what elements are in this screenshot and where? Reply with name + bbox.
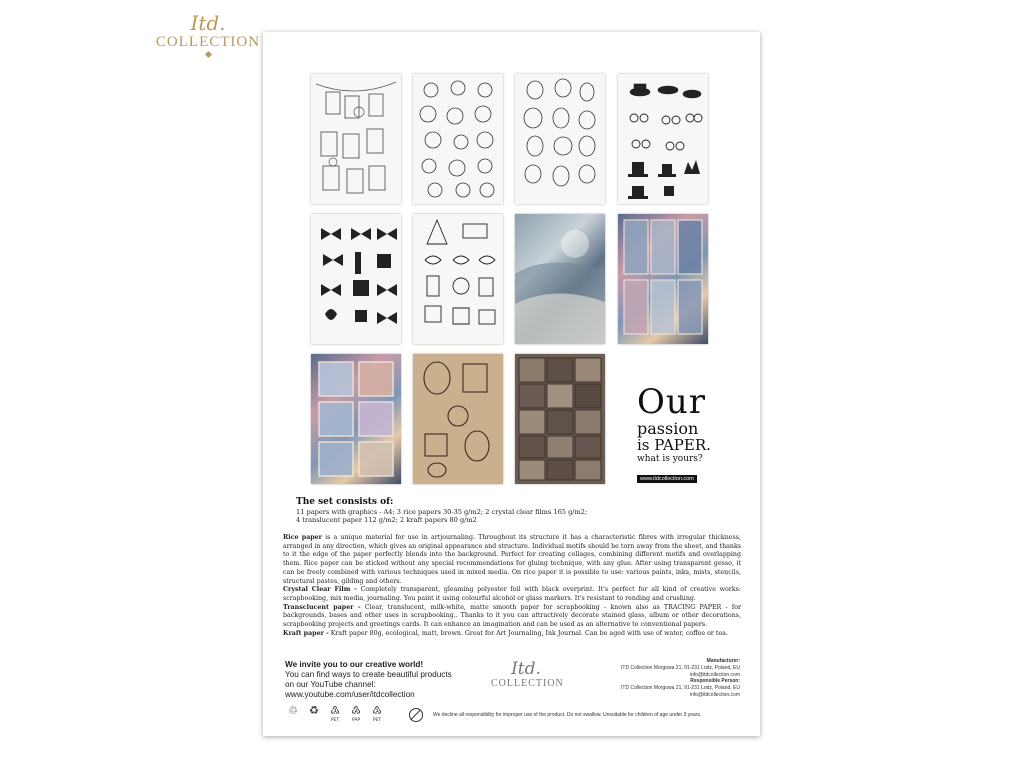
brand-logo-script: Itd. <box>190 11 226 35</box>
invite-line-1: You can find ways to create beautiful products <box>285 670 452 679</box>
responsible-address: ITD Collection Morgowa 21, 91-231 Lodz, Poland, EU <box>621 685 740 692</box>
do-not-swallow-icon <box>409 708 423 722</box>
tags-sketch-image <box>311 74 401 204</box>
website-badge: www.itdcollection.com <box>637 475 697 483</box>
brand-logo-small-script: Itd. <box>511 659 541 679</box>
thumb-vintage-objects-sketch <box>413 214 503 344</box>
bows-sketch-image <box>311 214 401 344</box>
thumb-tags-sketch <box>311 74 401 204</box>
invite-block <box>285 660 465 700</box>
set-contents <box>296 508 596 525</box>
thumb-farm-animals-sketch <box>515 74 605 204</box>
diamond-icon <box>204 51 211 58</box>
brand-logo-word: COLLECTION <box>155 34 261 50</box>
thumb-floral-panels <box>618 214 708 344</box>
hats-glasses-sketch-image <box>618 74 708 204</box>
responsible-email: info@itdcollection.com <box>689 691 740 698</box>
thumb-kraft-frames <box>413 354 503 484</box>
passion-slogan <box>637 384 737 484</box>
thumb-mosaic-tiles <box>515 354 605 484</box>
invite-heading: We invite you to our creative world! <box>285 660 424 669</box>
thumb-animals-sketch <box>413 74 503 204</box>
vintage-objects-sketch-image <box>413 214 503 344</box>
slogan-line-4: what is yours? <box>637 454 703 464</box>
tidyman-icon: ♻ <box>309 704 319 717</box>
recycling-symbols <box>285 704 385 723</box>
slogan-line-3: is PAPER. <box>637 436 711 454</box>
brand-logo-small-word: COLLECTION <box>491 678 564 689</box>
slogan-line-1: Our <box>637 382 707 422</box>
brand-logo <box>148 12 268 64</box>
desc-crystal-film <box>283 586 741 603</box>
desc-rice-paper <box>283 534 741 586</box>
recycle-pap-icon: ♴ PAP <box>351 704 361 723</box>
recycle-pet-icon: ♳ PET <box>330 704 340 723</box>
set-title: The set consists of: <box>296 497 394 507</box>
thumb-watercolor-landscape <box>515 214 605 344</box>
desc-term: Crystal Clear Film - <box>283 586 357 594</box>
kraft-frames-image <box>413 354 503 484</box>
desc-text: Completely transparent, gleaming polyester foil with black overprint. It's perfect for all kind of creative works: scrapbooking, mix media, journaling. You paint it using colourful alcohol or glass markers. It's resistant to rending and crushing. <box>283 586 741 602</box>
desc-translucent-paper <box>283 604 741 630</box>
set-line-1: 11 papers with graphics - A4; 3 rice papers 30-35 g/m2; 2 crystal clear films 165 g/m2; <box>296 508 588 516</box>
warning-text: We decline all responsibility for improper use of the product. Do not swallow. Unsuitable for children of age under 3 years. <box>433 712 702 718</box>
manufacturer-address: ITD Collection Morgowa 21, 91-231 Lodz, Poland, EU <box>621 664 740 671</box>
product-sheet <box>263 32 760 736</box>
manufacturer-info <box>593 658 740 699</box>
desc-term: Rice paper <box>283 534 322 541</box>
responsible-label: Responsible Person: <box>690 678 740 685</box>
youtube-link[interactable]: www.youtube.com/user/itdcollection <box>285 690 415 699</box>
thumb-hats-glasses-sketch <box>618 74 708 204</box>
set-line-2: 4 translucent paper 112 g/m2; 2 kraft papers 80 g/m2 <box>296 516 477 525</box>
animals-sketch-image <box>413 74 503 204</box>
desc-text: Kraft paper 80g, ecological, matt, brown. Great for Art Journaling, Ink Journal. Can be aged with use of water, coffee or tea. <box>328 629 728 637</box>
thumb-bows-sketch <box>311 214 401 344</box>
invite-line-2: on our YouTube channel: <box>285 680 376 689</box>
floral-panels-image <box>618 214 708 344</box>
mobius-loop-icon: ♲ <box>288 704 298 717</box>
floral-frames-image <box>311 354 401 484</box>
manufacturer-label: Manufacturer: <box>706 658 740 664</box>
slogan-line-2: passion <box>637 419 699 438</box>
mosaic-tiles-image <box>515 354 605 484</box>
manufacturer-email: info@itdcollection.com <box>689 671 740 678</box>
desc-text: is a unique material for use in artjournaling. Throughout its structure it has a characteristic fibres with irregular thickness, arranged in any direction, which gives an original appearance and structure. Individual motifs should be torn away from the sheet, and thanks to it the edge of the paper perfectly blends into the background. Perfect for creating collages, combining different motifs and overlapping them. Rice paper can be sticked without any special recommendations for gluing technique, with any glue. After using transparent gesso, it can be freely combined with various techniques used in mixed media. On rice paper it is possible to use: various paints, inks, mists, stencils, structural pastes, gilding and others. <box>283 534 741 585</box>
brand-logo-small <box>491 659 564 689</box>
desc-text: Clear, translucent, milk-white, matte smooth paper for scrapbooking - known also as TRACING PAPER - for backgrounds, bases and other uses in scrapbooking.. Thanks to it you can attractively decorate stained glass, album or other decorations, scrapbooking projects and greetings cards. It can enhance an imagination and can be used as an alternative to conventional papers. <box>283 603 742 629</box>
desc-kraft-paper <box>283 630 741 639</box>
recycle-pet2-icon: ♳ PET <box>372 704 382 723</box>
watercolor-landscape-image <box>515 214 605 344</box>
desc-term: Transclucent paper - <box>283 603 361 611</box>
desc-term: Kraft paper - <box>283 629 329 637</box>
farm-animals-sketch-image <box>515 74 605 204</box>
paper-descriptions <box>283 534 741 638</box>
thumb-floral-frames <box>311 354 401 484</box>
